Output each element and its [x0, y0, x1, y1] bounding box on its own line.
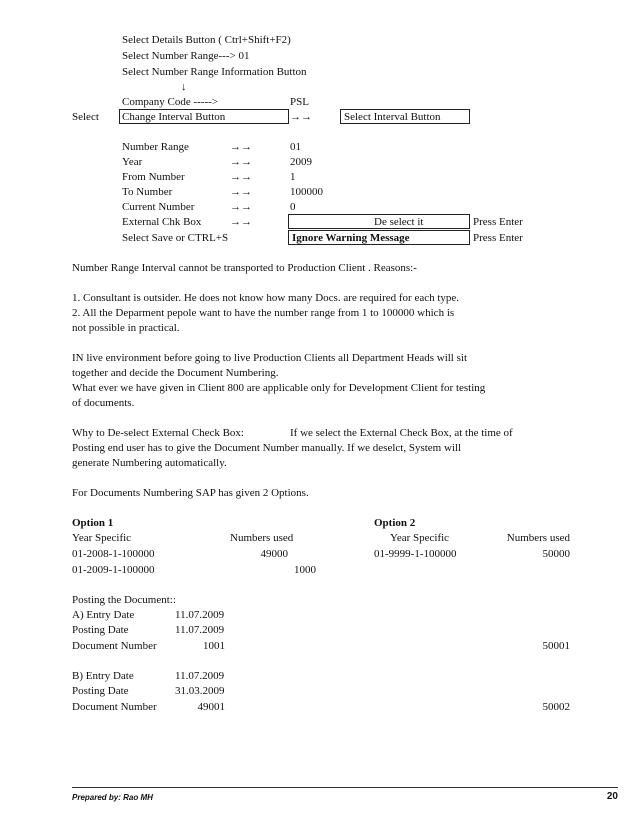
select-interval-button-label: Select Interval Button [344, 111, 441, 123]
company-code-label: Company Code -----> [122, 96, 219, 108]
paragraph: 1. Consultant is outsider. He does not know how many Docs. are required for each type. [72, 292, 460, 304]
posting-title: Posting the Document:: [72, 594, 176, 606]
option1-header: Year Specific [72, 532, 132, 544]
paragraph: Number Range Interval cannot be transported to Production Client . Reasons:- [72, 262, 417, 274]
option1-header: Numbers used [230, 532, 294, 544]
post-value: 50001 [542, 640, 570, 652]
field-value: 100000 [290, 186, 323, 198]
select-label: Select [72, 111, 99, 123]
arrow-icon: →→ [230, 156, 252, 168]
change-interval-button-label: Change Interval Button [122, 111, 226, 123]
field-label: Number Range [122, 141, 189, 153]
option2-header: Year Specific [390, 532, 450, 544]
post-label: Document Number [72, 640, 157, 652]
paragraph: 2. All the Deparment pepole want to have the number range from 1 to 100000 which is [72, 307, 455, 319]
post-value: 31.03.2009 [175, 685, 225, 697]
option2-header: Numbers used [506, 532, 570, 544]
field-label: External Chk Box [122, 216, 202, 228]
ignore-warning-label: Ignore Warning Message [292, 232, 410, 244]
option1-row-key: 01-2009-1-100000 [72, 564, 155, 576]
paragraph: If we select the External Check Box, at the time of [290, 427, 513, 439]
post-value: 1001 [203, 640, 225, 652]
paragraph: Why to De-select External Check Box: [72, 427, 244, 439]
option2-row-key: 01-9999-1-100000 [374, 548, 457, 560]
post-value: 11.07.2009 [175, 624, 225, 636]
option1-title: Option 1 [72, 517, 114, 529]
paragraph: not possible in practical. [72, 322, 180, 334]
option1-row-key: 01-2008-1-100000 [72, 548, 155, 560]
field-label: From Number [122, 171, 185, 183]
paragraph: generate Numbering automatically. [72, 457, 227, 469]
down-arrow-icon: ↓ [181, 81, 187, 93]
post-label: B) Entry Date [72, 670, 134, 682]
field-value: 0 [290, 201, 296, 213]
paragraph: For Documents Numbering SAP has given 2 Options. [72, 487, 309, 499]
option2-row-value: 50000 [542, 548, 570, 560]
paragraph: Posting end user has to give the Document Number manually. If we deselct, System will [72, 442, 462, 454]
post-label: Posting Date [72, 685, 129, 697]
page-number: 20 [606, 791, 618, 802]
option1-row-value: 1000 [294, 564, 316, 576]
paragraph: of documents. [72, 397, 135, 409]
field-value: 01 [290, 141, 301, 153]
paragraph: together and decide the Document Numbering. [72, 367, 279, 379]
field-label: To Number [122, 186, 173, 198]
post-value: 50002 [542, 701, 570, 713]
press-enter-text: Press Enter [473, 216, 523, 228]
footer-rule [72, 787, 618, 788]
arrow-icon: →→ [230, 216, 252, 228]
arrow-icon: →→ [230, 171, 252, 183]
post-label: Document Number [72, 701, 157, 713]
option2-title: Option 2 [374, 517, 416, 529]
post-value: 49001 [197, 701, 225, 713]
field-value: 2009 [290, 156, 312, 168]
field-value: 1 [290, 171, 296, 183]
step-details: Select Details Button ( Ctrl+Shift+F2) [122, 34, 291, 46]
step-number-range: Select Number Range---> 01 [122, 50, 250, 62]
deselect-text: De select it [374, 216, 424, 228]
post-label: A) Entry Date [72, 609, 135, 621]
save-text: Select Save or CTRL+S [122, 232, 229, 244]
footer-prepared-by: Prepared by: Rao MH [72, 793, 153, 802]
arrow-icon: →→ [290, 111, 312, 123]
field-label: Current Number [122, 201, 195, 213]
post-value: 11.07.2009 [175, 609, 225, 621]
post-label: Posting Date [72, 624, 129, 636]
paragraph: IN live environment before going to live Production Clients all Department Heads will sit [72, 352, 468, 364]
step-info-button: Select Number Range Information Button [122, 66, 307, 78]
paragraph: What ever we have given in Client 800 are applicable only for Development Client for testing [72, 382, 486, 394]
field-label: Year [122, 156, 143, 168]
arrow-icon: →→ [230, 186, 252, 198]
post-value: 11.07.2009 [175, 670, 225, 682]
arrow-icon: →→ [230, 141, 252, 153]
arrow-icon: →→ [230, 201, 252, 213]
option1-row-value: 49000 [260, 548, 288, 560]
company-code-value: PSL [290, 96, 309, 108]
press-enter-text: Press Enter [473, 232, 523, 244]
